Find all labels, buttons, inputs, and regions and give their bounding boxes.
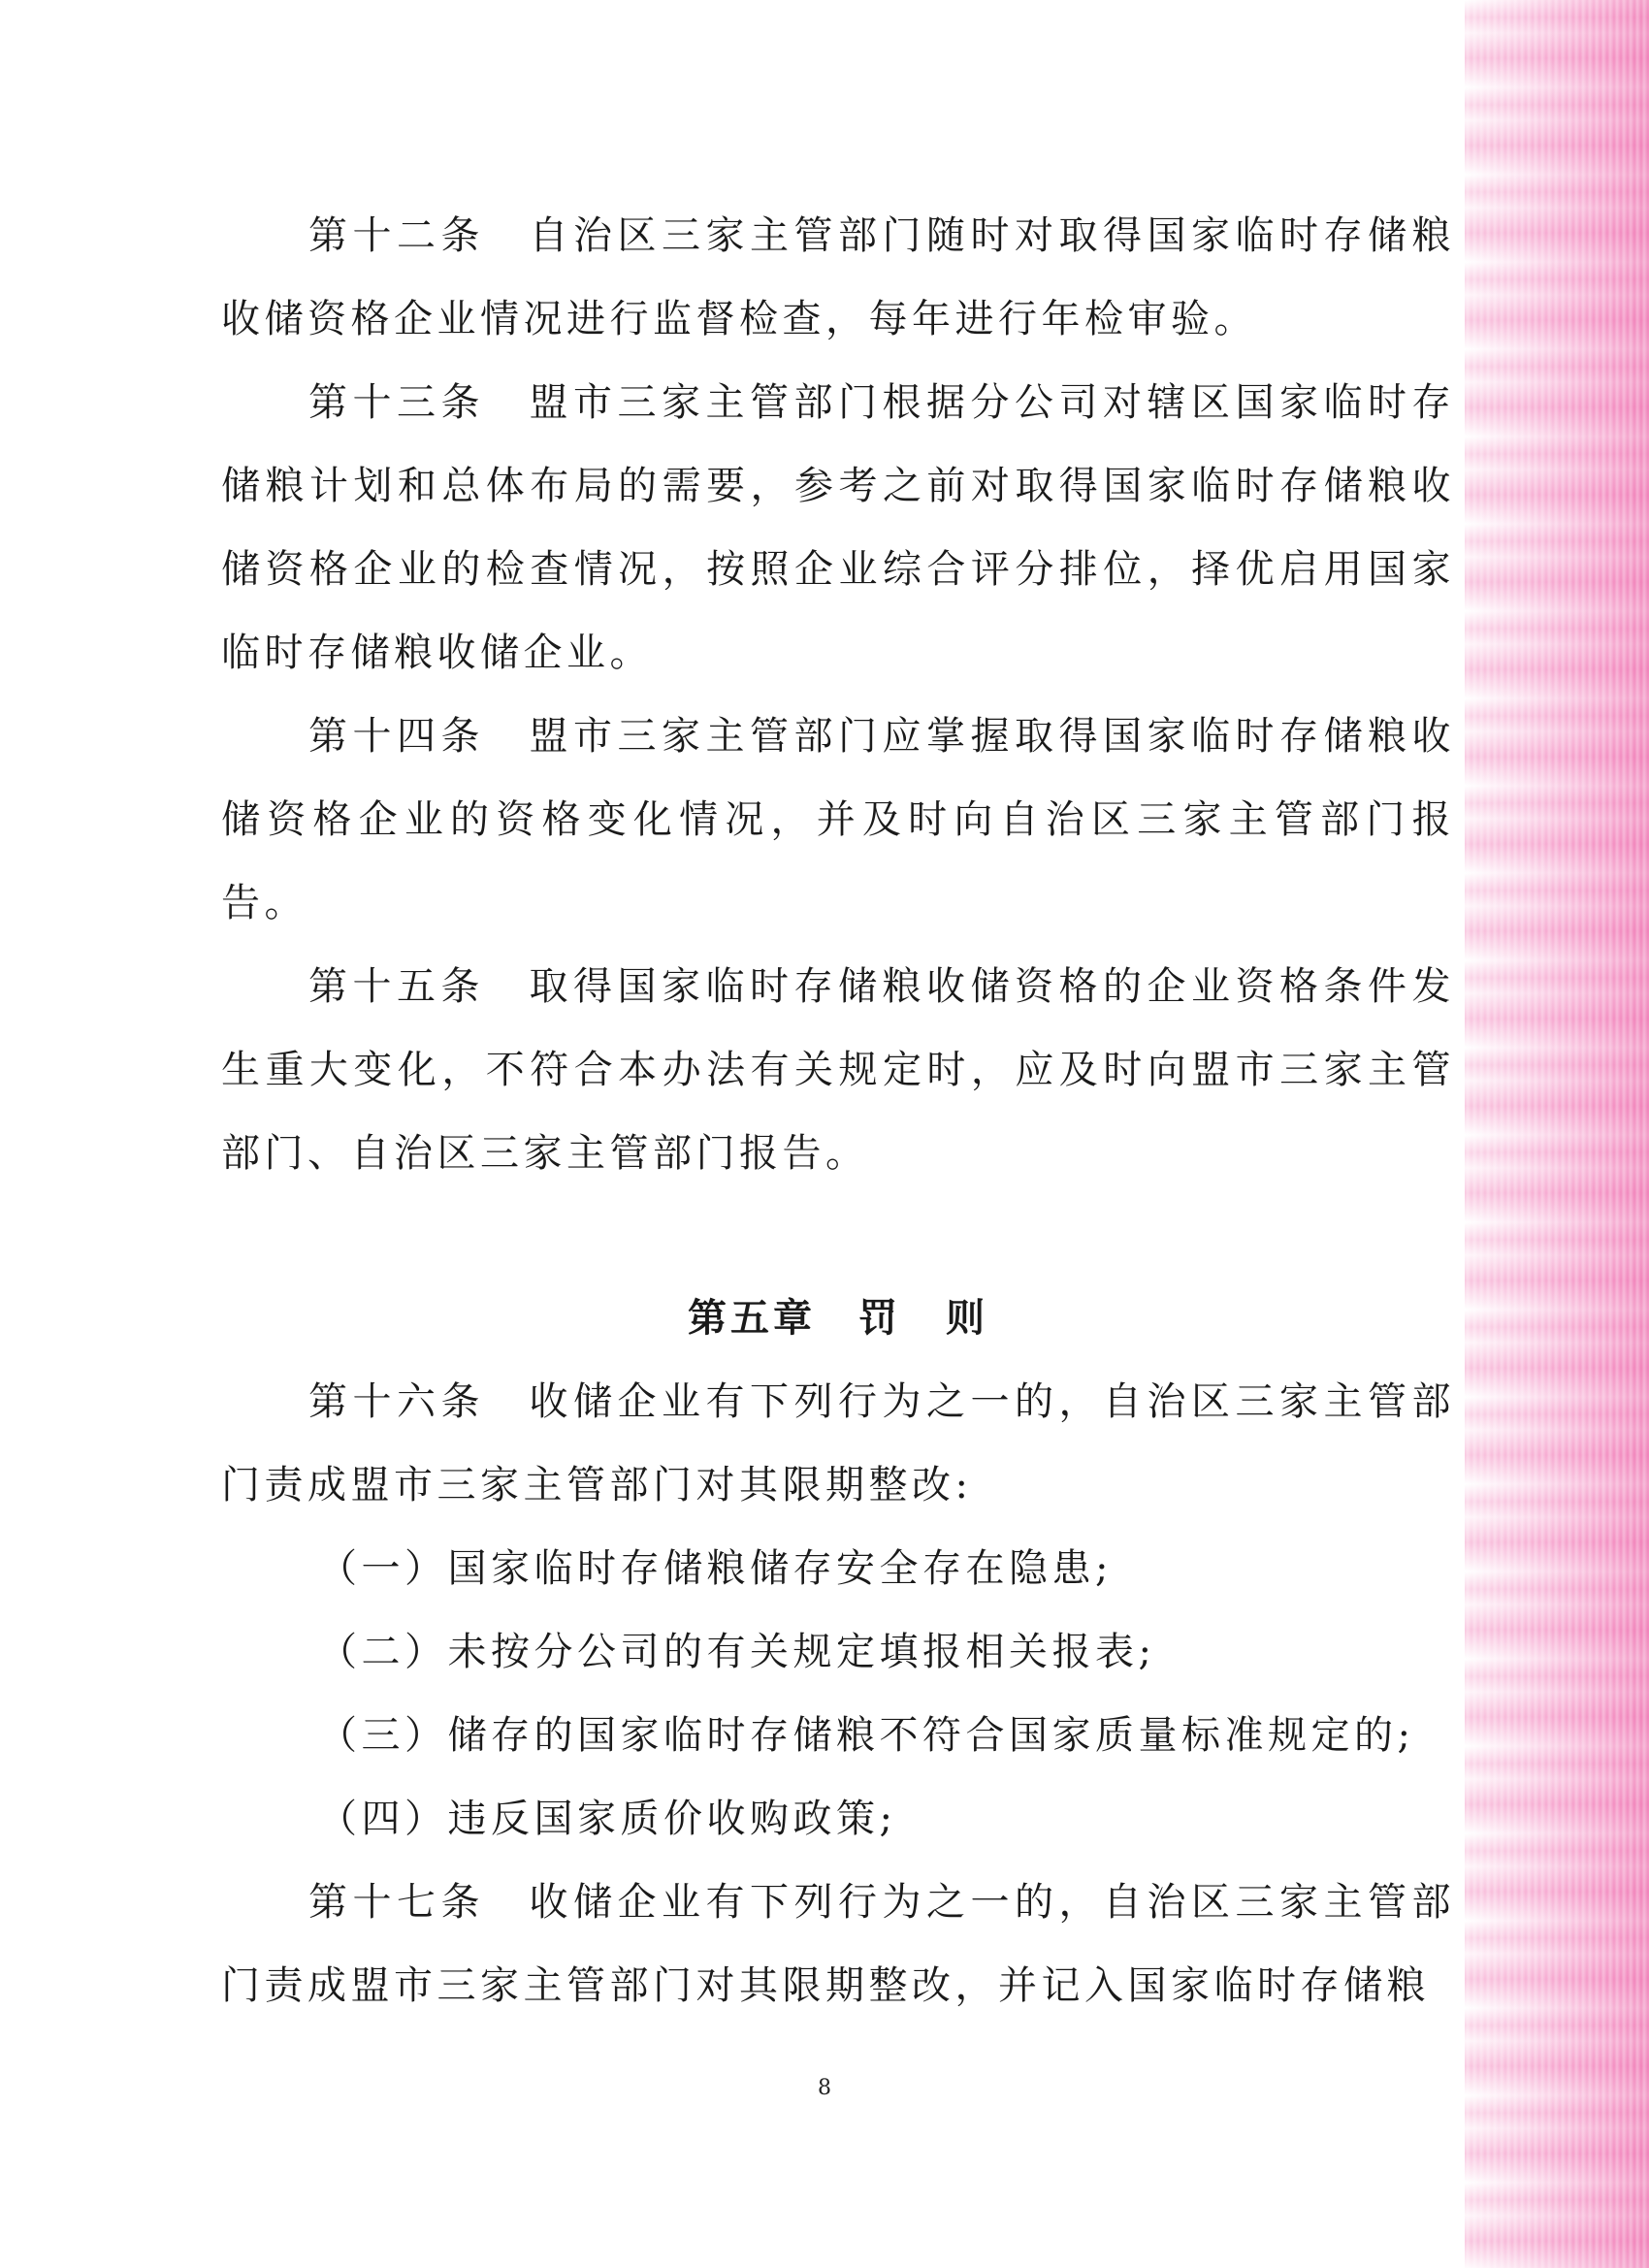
chapter-title: 第五章 罚 则 xyxy=(688,1296,988,1341)
list-item: （四）违反国家质价收购政策; xyxy=(318,1797,897,1841)
document-body xyxy=(221,194,1455,2027)
article-12: 第十二条 自治区三家主管部门随时对取得国家临时存储粮收储资格企业情况进行监督检查，每年进行年检审验。 xyxy=(221,213,1455,341)
page-number: 8 xyxy=(818,2076,831,2100)
list-item: （一）国家临时存储粮储存安全存在隐患; xyxy=(318,1546,1113,1591)
stamp-bleed-edge xyxy=(1465,0,1649,2268)
article-15: 第十五条 取得国家临时存储粮收储资格的企业资格条件发生重大变化，不符合本办法有关规定时，应及时向盟市三家主管部门、自治区三家主管部门报告。 xyxy=(221,964,1455,1176)
list-item: （二）未按分公司的有关规定填报相关报表; xyxy=(318,1630,1156,1674)
article-14: 第十四条 盟市三家主管部门应掌握取得国家临时存储粮收储资格企业的资格变化情况，并及时向自治区三家主管部门报告。 xyxy=(221,714,1455,925)
article-17: 第十七条 收储企业有下列行为之一的，自治区三家主管部门责成盟市三家主管部门对其限期整改，并记入国家临时存储粮 xyxy=(221,1880,1455,2008)
list-item: （三）储存的国家临时存储粮不符合国家质量标准规定的; xyxy=(318,1713,1415,1758)
article-16: 第十六条 收储企业有下列行为之一的，自治区三家主管部门责成盟市三家主管部门对其限期整改: xyxy=(221,1379,1455,1507)
article-13: 第十三条 盟市三家主管部门根据分公司对辖区国家临时存储粮计划和总体布局的需要，参考之前对取得国家临时存储粮收储资格企业的检查情况，按照企业综合评分排位，择优启用国家临时存储粮收储企业。 xyxy=(221,380,1455,675)
